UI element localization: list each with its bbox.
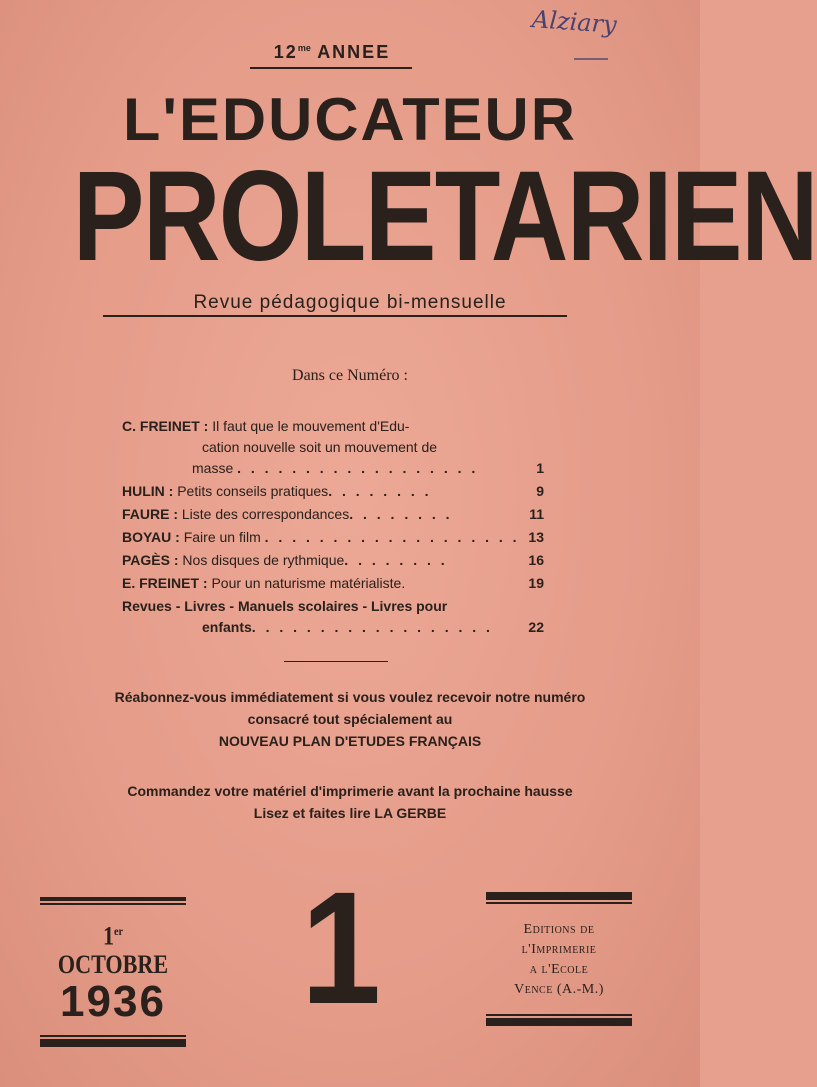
toc-author: FAURE : — [122, 506, 178, 522]
separator-rule — [284, 661, 388, 662]
toc-title: enfants — [202, 619, 252, 635]
notice-line: Lisez et faites lire LA GERBE — [253, 805, 447, 821]
rule — [486, 1018, 632, 1026]
toc-author: PAGÈS : — [122, 552, 179, 568]
year-of-publication — [252, 42, 412, 63]
subtitle: Revue pédagogique bi-mensuelle — [193, 292, 507, 313]
toc-title: masse — [192, 460, 234, 476]
rule — [486, 892, 632, 900]
rule — [486, 902, 632, 904]
leader-dots: . . . . . . . . . . . . . . . . . . — [237, 460, 479, 476]
annee-number: 12 — [273, 42, 298, 62]
publisher-line: l'Imprimerie — [521, 942, 597, 957]
rule — [40, 897, 186, 901]
contents-heading: Dans ce Numéro : — [292, 367, 408, 384]
leader-dots: . . . . . . . . — [344, 552, 448, 568]
toc-title: cation nouvelle soit un mouvement de — [202, 439, 438, 455]
date-day: 1 — [102, 921, 114, 951]
toc-page: 19 — [528, 575, 544, 591]
toc-item — [122, 573, 552, 594]
toc-author: HULIN : — [122, 483, 174, 499]
leader-dots: . . . . . . . . . . . . . . . . . . . — [264, 529, 520, 545]
issue-date — [51, 917, 175, 979]
subtitle-underline — [103, 315, 567, 317]
title-line-2: PROLETARIEN — [72, 145, 817, 288]
toc-page: 11 — [529, 506, 544, 522]
table-of-contents — [122, 416, 552, 638]
commande-notice — [40, 780, 660, 824]
notice-line: consacré tout spécialement au — [247, 711, 453, 727]
rule — [40, 1035, 186, 1037]
toc-page: 9 — [536, 483, 544, 499]
leader-dots: . . . . . . . . . . . . . . . . . . — [251, 619, 493, 635]
toc-author: C. FREINET : — [122, 418, 209, 434]
annee-word: ANNEE — [317, 42, 391, 62]
notice-line: NOUVEAU PLAN D'ETUDES FRANÇAIS — [218, 733, 482, 749]
leader-dots: . . . . . . . . — [328, 483, 432, 499]
publisher-line: Vence (A.-M.) — [514, 982, 604, 997]
toc-item — [122, 596, 552, 638]
toc-page: 22 — [528, 619, 544, 635]
toc-item — [122, 504, 552, 525]
leader-dots: . . . . . . . . — [349, 506, 453, 522]
notice-line: Réabonnez-vous immédiatement si vous voulez recevoir notre numéro — [114, 689, 586, 705]
publisher-block — [486, 890, 632, 1028]
toc-item — [122, 416, 552, 479]
toc-title: Petits conseils pratiques — [177, 483, 329, 499]
toc-page: 16 — [528, 552, 544, 568]
toc-item — [122, 481, 552, 502]
rule — [486, 1014, 632, 1016]
annee-superscript: me — [297, 43, 311, 53]
handwritten-signature: Alziary — [531, 5, 618, 39]
toc-title: Pour un naturisme matérialiste. — [211, 575, 406, 591]
date-block — [40, 895, 186, 1049]
publisher-line: Editions de — [523, 922, 595, 937]
date-month: OCTOBRE — [57, 949, 169, 979]
annee-underline — [250, 67, 412, 69]
toc-title: Nos disques de rythmique — [182, 552, 345, 568]
issue-year: 1936 — [60, 976, 166, 1026]
rule — [40, 903, 186, 905]
title-line-1: L'EDUCATEUR — [122, 86, 578, 153]
notice-line: Commandez votre matériel d'imprimerie avant la prochaine hausse — [127, 783, 573, 799]
publisher-line: a l'Ecole — [529, 962, 589, 977]
rule — [40, 1039, 186, 1047]
toc-author: E. FREINET : — [122, 575, 208, 591]
publisher-info — [486, 920, 632, 1000]
toc-author: BOYAU : — [122, 529, 180, 545]
reabonnement-notice — [40, 686, 660, 752]
issue-number: 1 — [300, 858, 382, 1037]
toc-item — [122, 527, 552, 548]
date-superscript: er — [113, 924, 124, 938]
signature-underline — [574, 58, 608, 60]
toc-title: Liste des correspondances — [181, 506, 350, 522]
toc-page: 1 — [536, 460, 544, 476]
toc-title: Il faut que le mouvement d'Edu- — [212, 418, 410, 434]
toc-item — [122, 550, 552, 571]
toc-title: Revues - Livres - Manuels scolaires - Livres pour — [122, 598, 448, 614]
toc-title: Faire un film — [183, 529, 261, 545]
toc-page: 13 — [528, 529, 544, 545]
